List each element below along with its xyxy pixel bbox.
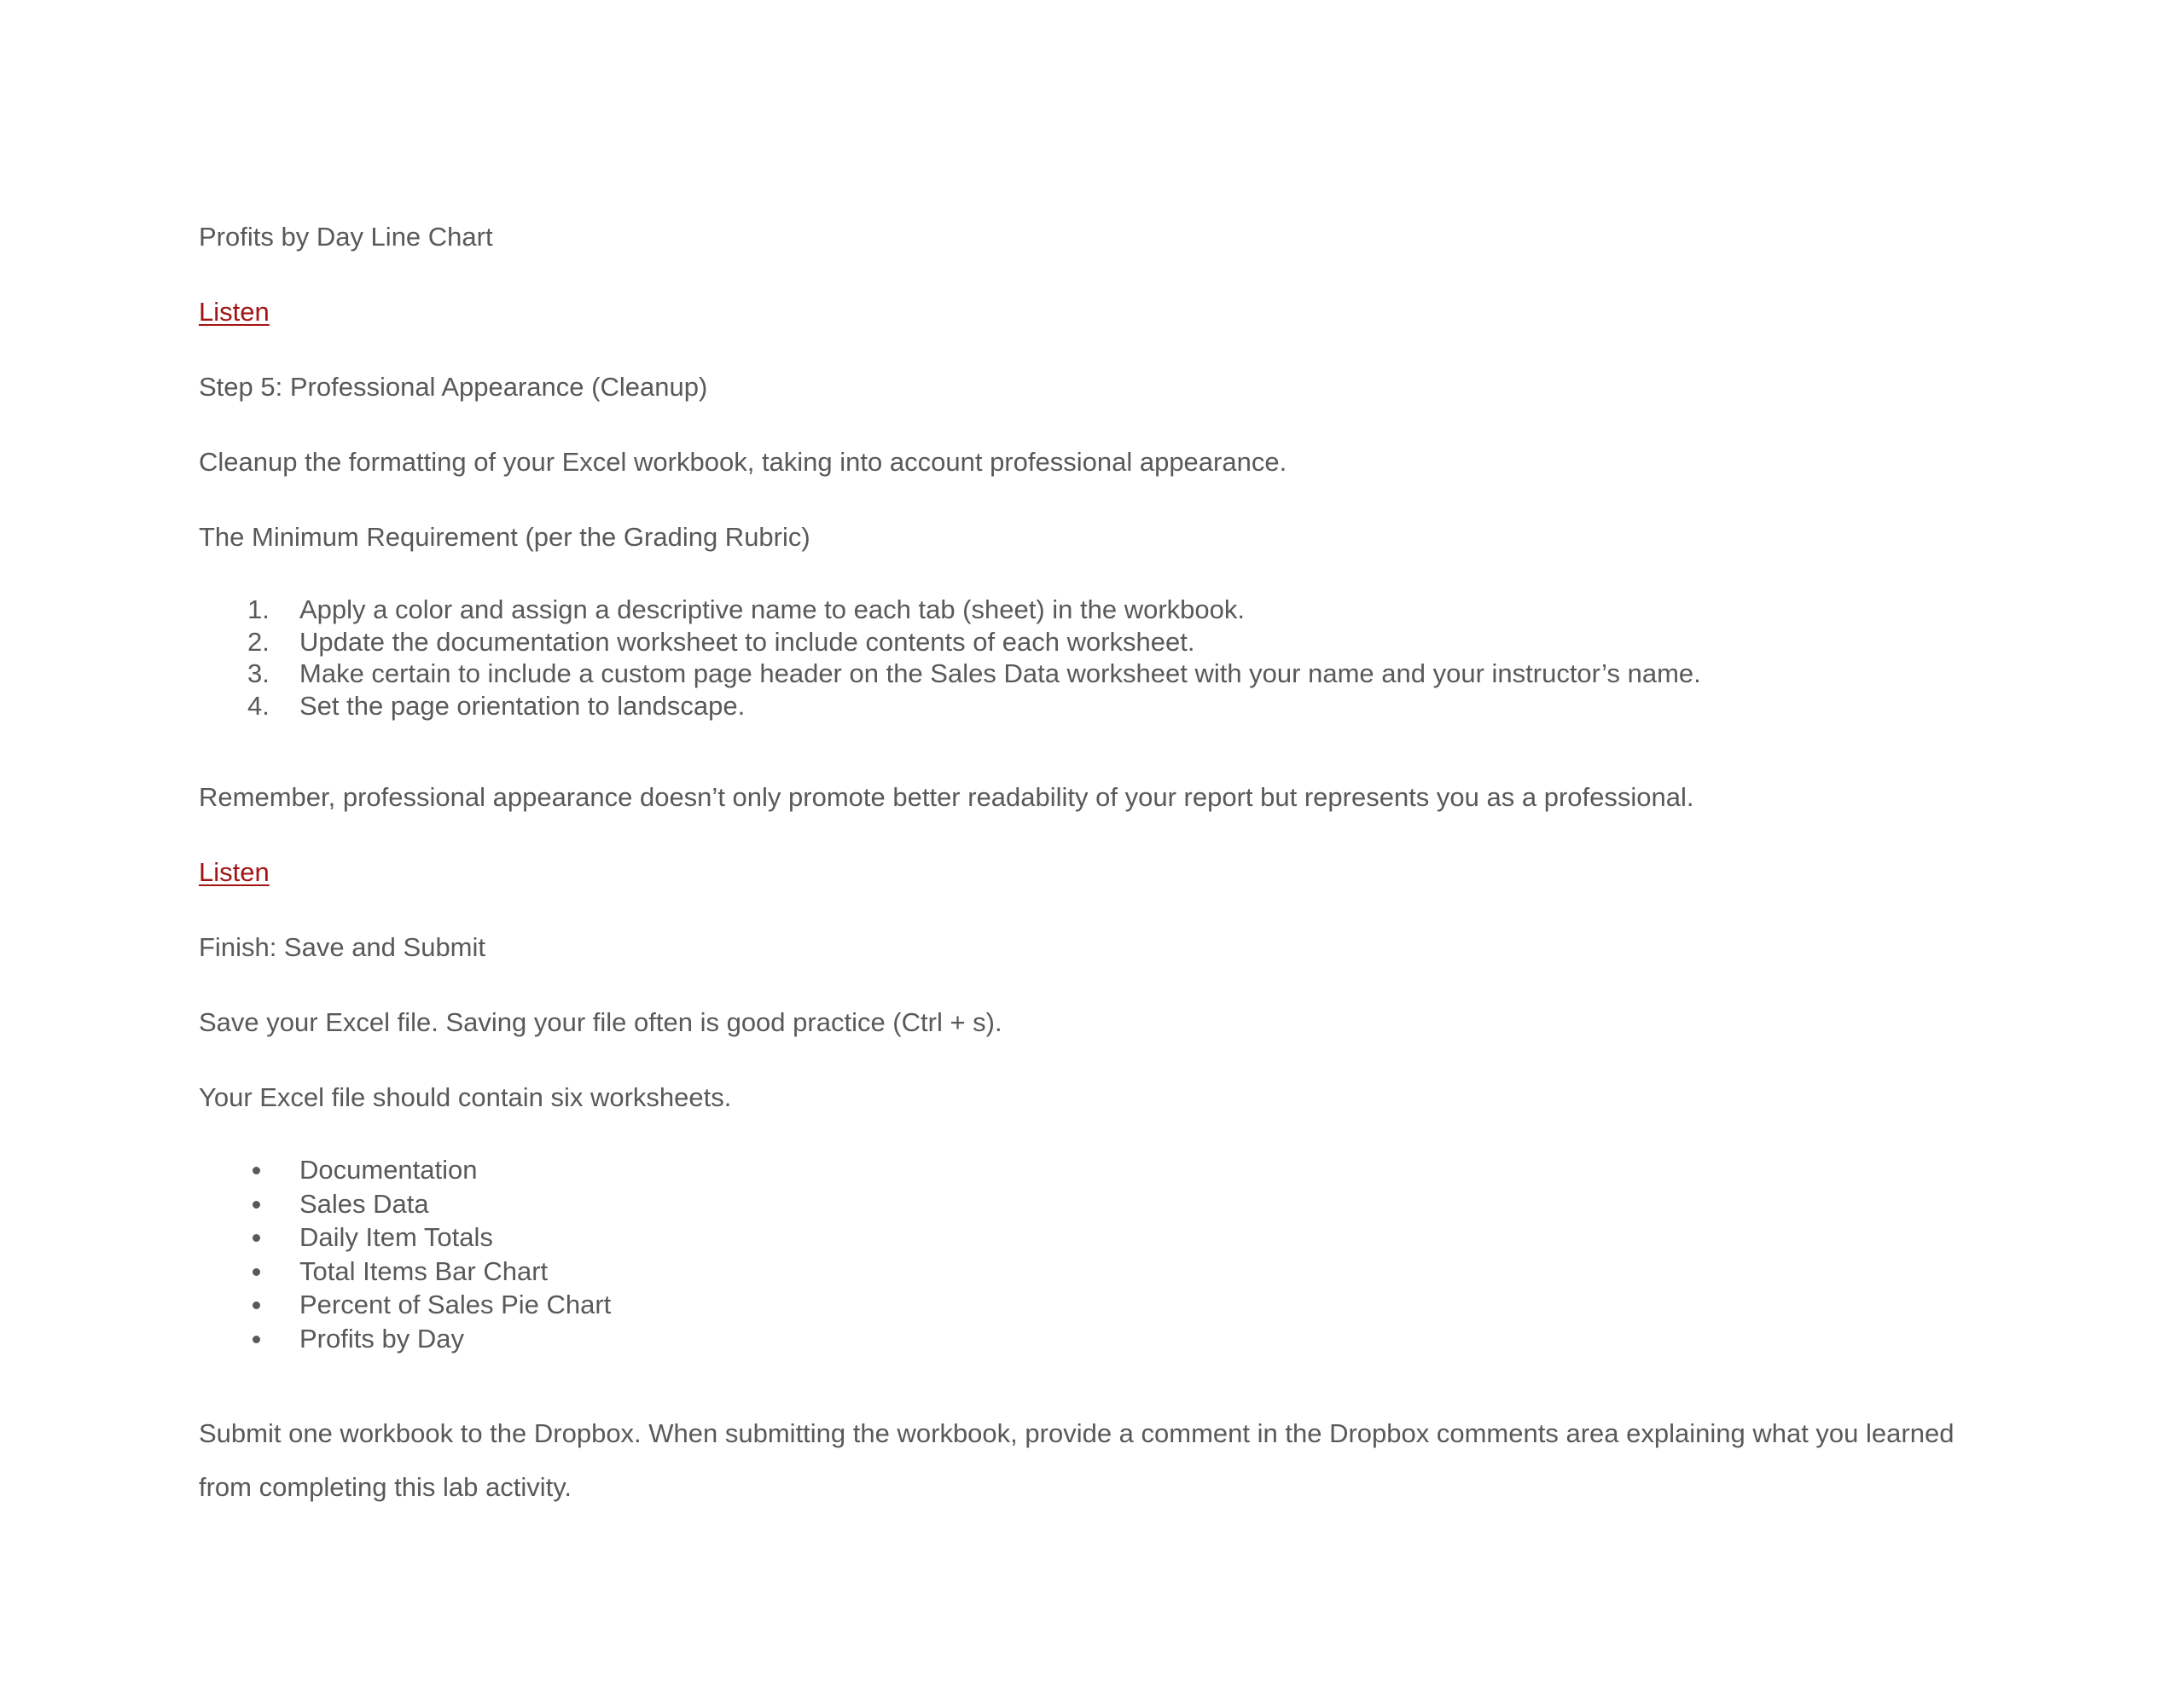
requirement-number: 3. [247,658,270,688]
bullet-icon [253,1234,260,1242]
worksheet-item [199,1220,611,1255]
section-heading-profits-by-day: Profits by Day Line Chart [199,222,493,252]
worksheet-name: Daily Item Totals [299,1222,493,1252]
requirement-number: 2. [247,626,270,657]
worksheet-list [199,1153,611,1355]
listen-link-1-label[interactable]: Listen [199,297,270,327]
requirement-text: Apply a color and assign a descriptive name to each tab (sheet) in the workbook. [299,594,1246,624]
worksheet-item [199,1288,611,1322]
requirement-item [199,626,1701,658]
contents-note: Your Excel file should contain six worksheets. [199,1082,732,1112]
requirement-text: Make certain to include a custom page header on the Sales Data worksheet with your name and your instructor’s name. [299,658,1701,688]
bullet-icon [253,1167,260,1174]
worksheet-item [199,1153,611,1187]
finish-heading: Finish: Save and Submit [199,932,486,962]
worksheet-name: Percent of Sales Pie Chart [299,1290,612,1319]
worksheet-name: Total Items Bar Chart [299,1255,549,1286]
requirement-number: 4. [247,690,270,721]
bullet-icon [253,1268,260,1276]
listen-link-2[interactable] [199,855,270,890]
worksheet-name: Sales Data [299,1188,429,1219]
bullet-icon [253,1301,260,1309]
requirement-item [199,594,1701,626]
save-note: Save your Excel file. Saving your file often is good practice (Ctrl + s). [199,1007,1002,1037]
listen-link-2-label[interactable]: Listen [199,857,270,887]
requirement-text: Set the page orientation to landscape. [299,690,746,721]
step-5-heading: Step 5: Professional Appearance (Cleanup) [199,372,708,402]
worksheet-name: Documentation [299,1155,478,1185]
worksheet-name: Profits by Day [299,1323,464,1354]
requirement-item [199,690,1701,722]
submit-note: Submit one workbook to the Dropbox. When submitting the workbook, provide a comment in the Dropbox comments area explaining what you learned from completing this lab activity. [199,1418,1955,1502]
cleanup-intro: Cleanup the formatting of your Excel workbook, taking into account professional appearance. [199,447,1287,477]
worksheet-item [199,1322,611,1356]
requirement-list [199,594,1701,722]
listen-link-1[interactable] [199,295,270,329]
requirement-heading: The Minimum Requirement (per the Grading Rubric) [199,522,810,552]
worksheet-item [199,1187,611,1221]
requirement-number: 1. [247,594,270,624]
bullet-icon [253,1336,260,1343]
requirement-item [199,658,1701,690]
requirement-text: Update the documentation worksheet to include contents of each worksheet. [299,626,1195,657]
reminder-text: Remember, professional appearance doesn’t only promote better readability of your report but represents you as a professional. [199,782,1694,812]
worksheet-item [199,1255,611,1289]
bullet-icon [253,1201,260,1209]
